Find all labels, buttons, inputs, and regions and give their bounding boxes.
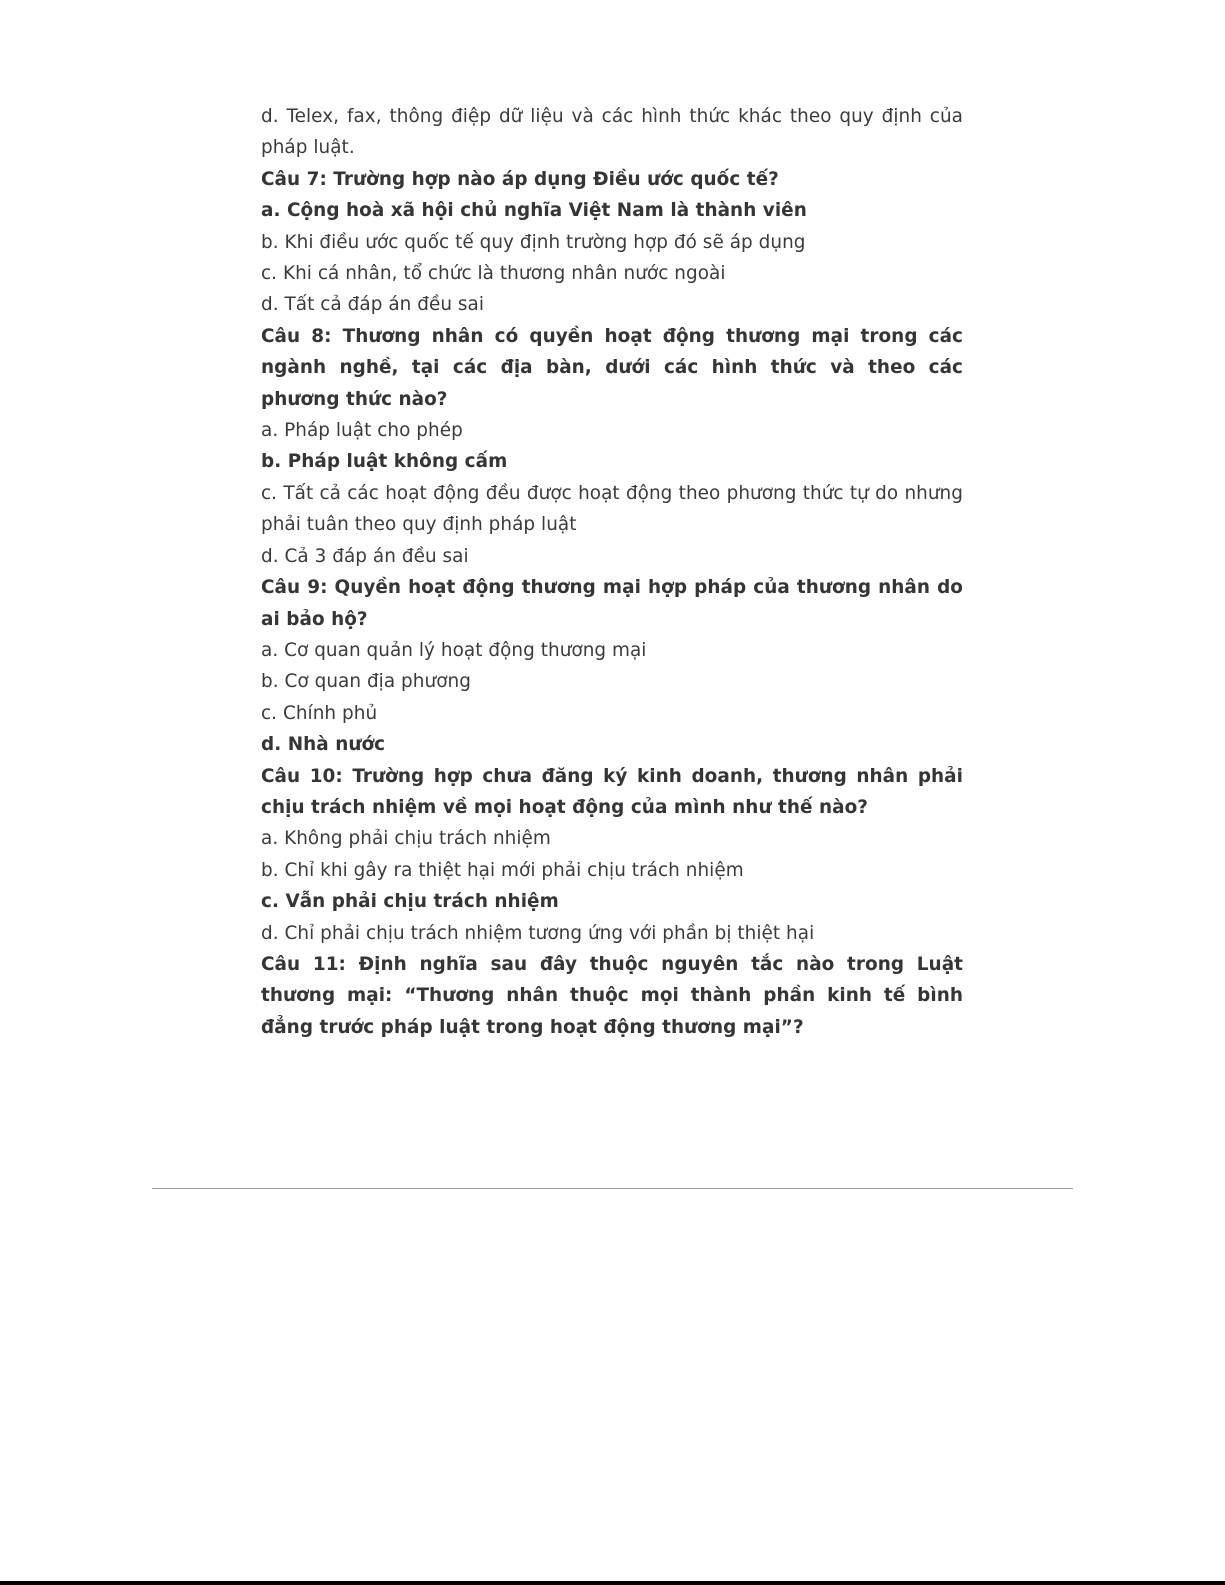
- option-7a-correct: a. Cộng hoà xã hội chủ nghĩa Việt Nam là thành viên: [261, 200, 807, 222]
- option-10a: a. Không phải chịu trách nhiệm: [261, 828, 551, 850]
- option-7c: c. Khi cá nhân, tổ chức là thương nhân nước ngoài: [261, 263, 726, 285]
- question-9: Câu 9: Quyền hoạt động thương mại hợp pháp của thương nhân do ai bảo hộ?: [261, 577, 963, 630]
- option-9c: c. Chính phủ: [261, 702, 378, 724]
- question-8: Câu 8: Thương nhân có quyền hoạt động thương mại trong các ngành nghề, tại các địa bàn, dưới các hình thức và theo các phương thức nào?: [261, 325, 963, 410]
- document-body: [261, 101, 963, 1043]
- option-10d: d. Chỉ phải chịu trách nhiệm tương ứng với phần bị thiệt hại: [261, 922, 815, 944]
- option-7d: d. Tất cả đáp án đều sai: [261, 294, 485, 316]
- option-10b: b. Chỉ khi gây ra thiệt hại mới phải chịu trách nhiệm: [261, 859, 744, 881]
- option-9a: a. Cơ quan quản lý hoạt động thương mại: [261, 639, 647, 661]
- option-10c-correct: c. Vẫn phải chịu trách nhiệm: [261, 891, 559, 913]
- question-11: Câu 11: Định nghĩa sau đây thuộc nguyên tắc nào trong Luật thương mại: “Thương nhân thuộc mọi thành phần kinh tế bình đẳng trước pháp luật trong hoạt động thương mại”?: [261, 953, 963, 1038]
- option-7b: b. Khi điều ước quốc tế quy định trường hợp đó sẽ áp dụng: [261, 231, 806, 253]
- question-7: Câu 7: Trường hợp nào áp dụng Điều ước quốc tế?: [261, 168, 779, 190]
- bottom-edge-rule: [0, 1581, 1225, 1585]
- option-8d: d. Cả 3 đáp án đều sai: [261, 545, 469, 567]
- question-10: Câu 10: Trường hợp chưa đăng ký kinh doanh, thương nhân phải chịu trách nhiệm về mọi hoạt động của mình như thế nào?: [261, 765, 963, 818]
- option-9d-correct: d. Nhà nước: [261, 734, 386, 756]
- page-divider: [152, 1188, 1073, 1189]
- option-8b-correct: b. Pháp luật không cấm: [261, 451, 508, 473]
- option-8a: a. Pháp luật cho phép: [261, 420, 463, 442]
- option-6d: d. Telex, fax, thông điệp dữ liệu và các hình thức khác theo quy định của pháp luật.: [261, 106, 963, 159]
- option-9b: b. Cơ quan địa phương: [261, 671, 471, 693]
- option-8c: c. Tất cả các hoạt động đều được hoạt động theo phương thức tự do nhưng phải tuân theo quy định pháp luật: [261, 482, 963, 536]
